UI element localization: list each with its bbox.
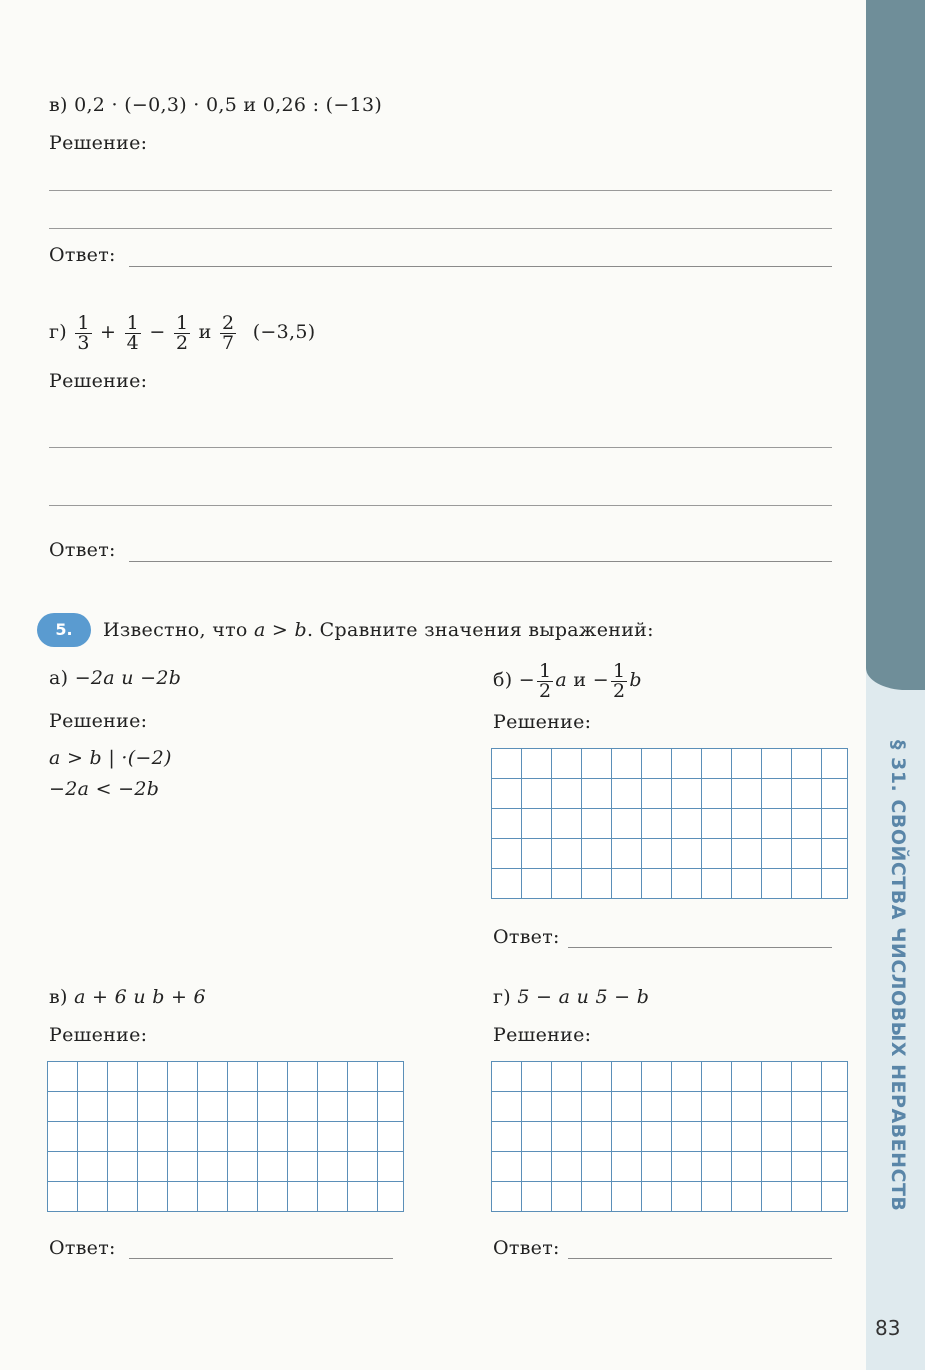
part-v-label: в) (49, 94, 68, 116)
part-g-answer-line[interactable] (129, 561, 832, 562)
part-v-solution-label: Решение: (49, 132, 148, 154)
task5-v-grid[interactable] (47, 1061, 404, 1212)
task5-statement: Известно, что a > b. Сравните значения выражений: (103, 619, 654, 641)
part-v-heading (49, 93, 382, 117)
part-g-label: г) (49, 321, 67, 343)
fraction: $\frac{1}{2}$ (612, 659, 626, 702)
part-g-heading: г) $\frac{1}{3}$ + $\frac{1}{4}$ − $\frac{1}{2}$ и $\frac{2}{7}$ (−3,5) (49, 311, 316, 354)
task5-b-answer-label: Ответ: (493, 926, 560, 948)
task5-a-heading: а) −2a и −2b (49, 667, 182, 689)
task5-v-solution-label: Решение: (49, 1024, 148, 1046)
task5-b-grid[interactable] (491, 748, 848, 899)
task5-g-solution-label: Решение: (493, 1024, 592, 1046)
part-v-writing-line-1[interactable] (49, 190, 832, 191)
task5-g-grid[interactable] (491, 1061, 848, 1212)
fraction: $\frac{1}{2}$ (175, 311, 189, 354)
part-g-writing-line-1[interactable] (49, 447, 832, 448)
task5-g-answer-label: Ответ: (493, 1237, 560, 1259)
fraction: $\frac{2}{7}$ (221, 311, 235, 354)
task5-g-answer-line[interactable] (568, 1258, 832, 1259)
page-number: 83 (875, 1316, 901, 1340)
part-g-writing-line-2[interactable] (49, 505, 832, 506)
part-g-answer-label: Ответ: (49, 539, 116, 561)
task5-a-solution-label: Решение: (49, 710, 148, 732)
task5-g-heading: г) 5 − a и 5 − b (493, 986, 650, 1008)
fraction: $\frac{1}{4}$ (126, 311, 140, 354)
task5-b-answer-line[interactable] (568, 947, 832, 948)
part-v-answer-label: Ответ: (49, 244, 116, 266)
task5-b-heading: б) − $\frac{1}{2}$ a и − $\frac{1}{2}$ b (493, 659, 642, 702)
fraction: $\frac{1}{2}$ (539, 659, 552, 702)
task5-b-solution-label: Решение: (493, 711, 592, 733)
fraction: $\frac{1}{3}$ (77, 311, 90, 354)
part-v-answer-line[interactable] (129, 266, 832, 267)
task5-v-answer-line[interactable] (129, 1258, 393, 1259)
task5-v-heading: в) a + 6 и b + 6 (49, 986, 206, 1008)
part-g-solution-label: Решение: (49, 370, 148, 392)
sidebar-dark-band (866, 0, 925, 680)
part-v-expression: 0,2 · (−0,3) · 0,5 и 0,26 : (−13) (74, 94, 383, 116)
task5-a-solution-line-1: a > b | ·(−2) (49, 747, 172, 769)
task5-a-solution-line-2: −2a < −2b (49, 778, 160, 800)
part-v-writing-line-2[interactable] (49, 228, 832, 229)
section-title: § 31. СВОЙСТВА ЧИСЛОВЫХ НЕРАВЕНСТВ (887, 740, 909, 1212)
task-number-badge: 5. (37, 613, 91, 647)
task5-v-answer-label: Ответ: (49, 1237, 116, 1259)
